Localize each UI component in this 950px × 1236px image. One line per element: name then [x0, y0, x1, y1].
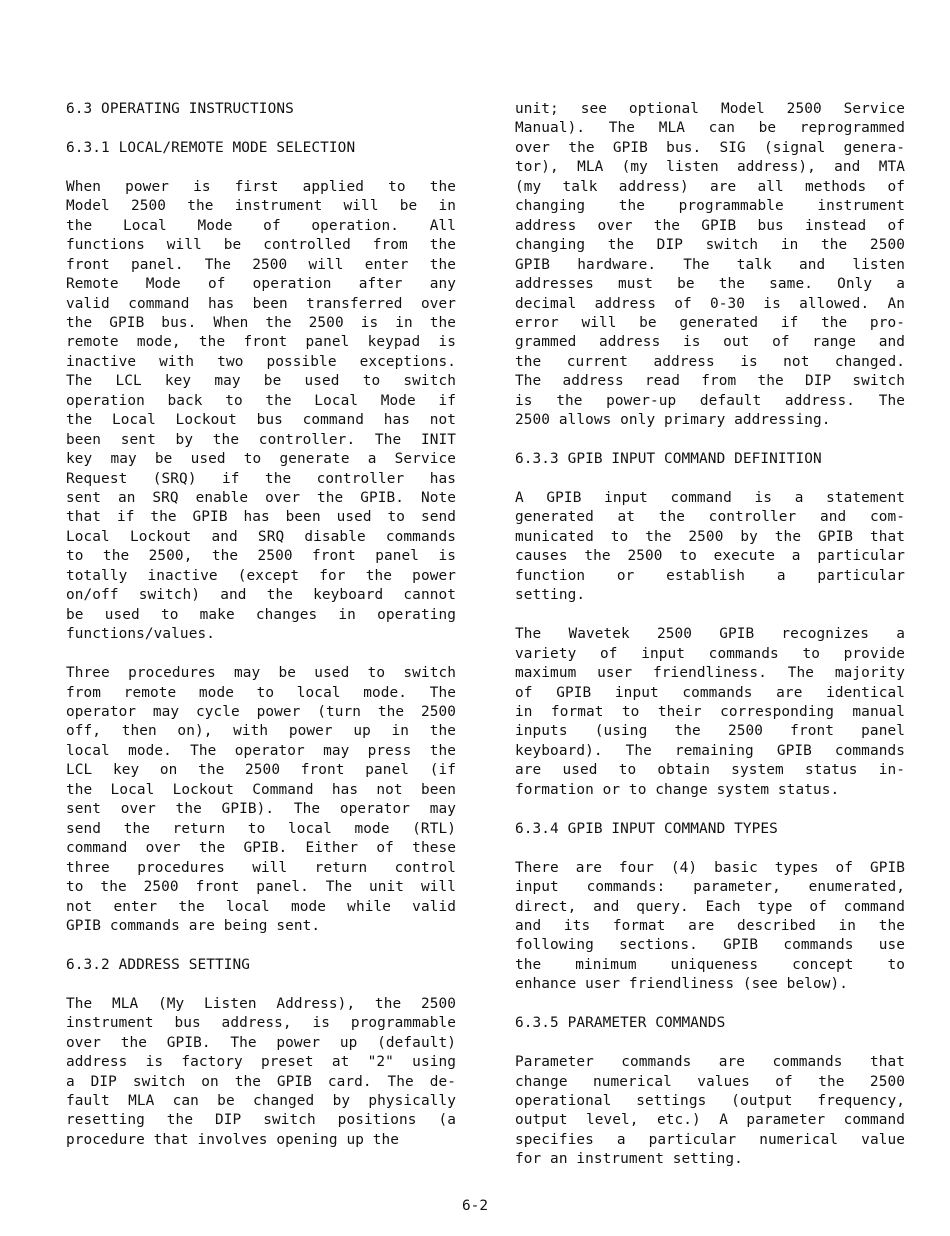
text-line: Parameter commands are commands that	[515, 1054, 905, 1071]
text-line: A GPIB input command is a statement	[515, 490, 905, 507]
text-line: following sections. GPIB commands use	[515, 937, 905, 954]
section-heading-6-3-5: 6.3.5 PARAMETER COMMANDS	[515, 1015, 726, 1032]
text-line: The MLA (My Listen Address), the 2500	[66, 995, 456, 1012]
paragraph-return-to-local	[66, 664, 456, 936]
text-line: functions will be controlled from the	[66, 237, 456, 254]
text-line: causes the 2500 to execute a particular	[515, 548, 905, 565]
text-line: send the return to local mode (RTL)	[66, 820, 456, 837]
text-line: address is factory preset at "2" using	[66, 1054, 456, 1071]
text-line: functions/values.	[66, 626, 215, 643]
text-line: command over the GPIB. Either of these	[66, 840, 456, 857]
text-line: municated to the 2500 by the GPIB that	[515, 528, 905, 545]
paragraph-wavetek-commands	[515, 625, 905, 800]
text-line: to the 2500 front panel. The unit will	[66, 879, 456, 896]
text-line: The LCL key may be used to switch	[66, 373, 456, 390]
text-line: specifies a particular numerical value	[515, 1131, 905, 1148]
text-line: operator may cycle power (turn the 2500	[66, 704, 456, 720]
text-line: are used to obtain system status in-	[515, 762, 905, 779]
paragraph-command-definition	[515, 489, 905, 606]
text-line: When power is first applied to the	[66, 178, 456, 195]
text-line: totally inactive (except for the power	[66, 567, 456, 584]
text-line: operation back to the Local Mode if	[66, 392, 456, 409]
text-line: sent an SRQ enable over the GPIB. Note	[66, 490, 456, 507]
text-line: fault MLA can be changed by physically	[66, 1093, 456, 1110]
text-line: 2500 allows only primary addressing.	[515, 412, 831, 429]
text-line: key may be used to generate a Service	[66, 451, 456, 468]
text-line: Request (SRQ) if the controller has	[66, 470, 456, 487]
text-line: error will be generated if the pro-	[515, 314, 905, 331]
text-line: Model 2500 the instrument will be in	[66, 198, 456, 215]
text-line: resetting the DIP switch positions (a	[66, 1112, 456, 1129]
text-line: formation or to change system status.	[515, 781, 840, 798]
text-line: be used to make changes in operating	[66, 606, 456, 623]
text-line: Manual). The MLA can be reprogrammed	[515, 120, 905, 137]
text-line: off, then on), with power up in the	[66, 723, 456, 740]
text-line: been sent by the controller. The INIT	[66, 431, 456, 448]
text-line: grammed address is out of range and	[515, 334, 905, 351]
section-heading-6-3-4: 6.3.4 GPIB INPUT COMMAND TYPES	[515, 820, 778, 837]
text-line: LCL key on the 2500 front panel (if	[66, 762, 456, 779]
text-line: unit; see optional Model 2500 Service	[515, 101, 905, 117]
text-line: Remote Mode of operation after any	[66, 276, 456, 293]
text-line: over the GPIB bus. SIG (signal genera-	[515, 139, 905, 156]
text-line: inactive with two possible exceptions.	[66, 353, 456, 370]
text-line: instrument bus address, is programmable	[66, 1015, 456, 1032]
text-line: valid command has been transferred over	[66, 295, 456, 312]
text-line: the current address is not changed.	[515, 353, 905, 370]
text-line: inputs (using the 2500 front panel	[515, 723, 905, 740]
paragraph-command-types	[515, 859, 905, 995]
text-line: the minimum uniqueness concept to	[515, 956, 905, 973]
left-column	[66, 100, 456, 1170]
paragraph-address-continued	[515, 100, 905, 431]
page-number: 6-2	[462, 1198, 488, 1214]
text-line: The address read from the DIP switch	[515, 373, 905, 390]
text-line: tor), MLA (my listen address), and MTA	[515, 159, 905, 176]
text-line: enhance user friendliness (see below).	[515, 976, 849, 993]
text-line: sent over the GPIB). The operator may	[66, 801, 456, 818]
text-line: and its format are described in the	[515, 917, 905, 934]
text-line: There are four (4) basic types of GPIB	[515, 859, 905, 876]
section-heading-6-3-2: 6.3.2 ADDRESS SETTING	[66, 956, 251, 973]
text-line: changing the DIP switch in the 2500	[515, 237, 905, 254]
text-line: over the GPIB. The power up (default)	[66, 1034, 456, 1051]
text-line: GPIB hardware. The talk and listen	[515, 256, 905, 273]
text-line: that if the GPIB has been used to send	[66, 509, 456, 526]
text-line: change numerical values of the 2500	[515, 1073, 905, 1090]
paragraph-parameter-commands	[515, 1053, 905, 1170]
text-line: decimal address of 0-30 is allowed. An	[515, 295, 905, 312]
text-line: function or establish a particular	[515, 567, 905, 584]
text-line: of GPIB input commands are identical	[515, 684, 905, 701]
right-column	[515, 100, 905, 1189]
text-line: not enter the local mode while valid	[66, 898, 456, 915]
text-line: address over the GPIB bus instead of	[515, 217, 905, 234]
text-line: output level, etc.) A parameter command	[515, 1112, 905, 1129]
text-line: procedure that involves opening up the	[66, 1131, 400, 1148]
text-line: on/off switch) and the keyboard cannot	[66, 587, 456, 604]
text-line: to the 2500, the 2500 front panel is	[66, 548, 456, 565]
text-line: the Local Lockout bus command has not	[66, 412, 456, 429]
text-line: addresses must be the same. Only a	[515, 276, 905, 293]
text-line: front panel. The 2500 will enter the	[66, 256, 456, 273]
section-heading-6-3-3: 6.3.3 GPIB INPUT COMMAND DEFINITION	[515, 451, 822, 468]
text-line: input commands: parameter, enumerated,	[515, 879, 905, 896]
text-line: The Wavetek 2500 GPIB recognizes a	[515, 626, 905, 643]
text-line: setting.	[515, 587, 586, 604]
text-line: in format to their corresponding manual	[515, 704, 905, 720]
text-line: three procedures will return control	[66, 859, 456, 876]
text-line: maximum user friendliness. The majority	[515, 665, 905, 682]
text-line: the GPIB bus. When the 2500 is in the	[66, 314, 456, 331]
section-heading-6-3-1: 6.3.1 LOCAL/REMOTE MODE SELECTION	[66, 139, 356, 156]
paragraph-address-setting	[66, 995, 456, 1151]
text-line: a DIP switch on the GPIB card. The de-	[66, 1073, 456, 1090]
text-line: direct, and query. Each type of command	[515, 898, 905, 915]
text-line: for an instrument setting.	[515, 1151, 743, 1168]
text-line: is the power-up default address. The	[515, 392, 905, 409]
text-line: Local Lockout and SRQ disable commands	[66, 528, 456, 545]
text-line: changing the programmable instrument	[515, 198, 905, 215]
text-line: GPIB commands are being sent.	[66, 917, 321, 934]
text-line: remote mode, the front panel keypad is	[66, 334, 456, 351]
text-line: variety of input commands to provide	[515, 645, 905, 662]
text-line: operational settings (output frequency,	[515, 1093, 905, 1109]
text-line: the Local Mode of operation. All	[66, 217, 456, 234]
section-heading-6-3: 6.3 OPERATING INSTRUCTIONS	[66, 101, 294, 117]
text-line: the Local Lockout Command has not been	[66, 781, 456, 798]
paragraph-local-remote	[66, 178, 456, 645]
text-line: from remote mode to local mode. The	[66, 684, 456, 701]
text-line: local mode. The operator may press the	[66, 742, 456, 759]
text-line: keyboard). The remaining GPIB commands	[515, 742, 905, 759]
text-line: (my talk address) are all methods of	[515, 178, 905, 195]
text-line: generated at the controller and com-	[515, 509, 905, 526]
text-line: Three procedures may be used to switch	[66, 665, 456, 682]
